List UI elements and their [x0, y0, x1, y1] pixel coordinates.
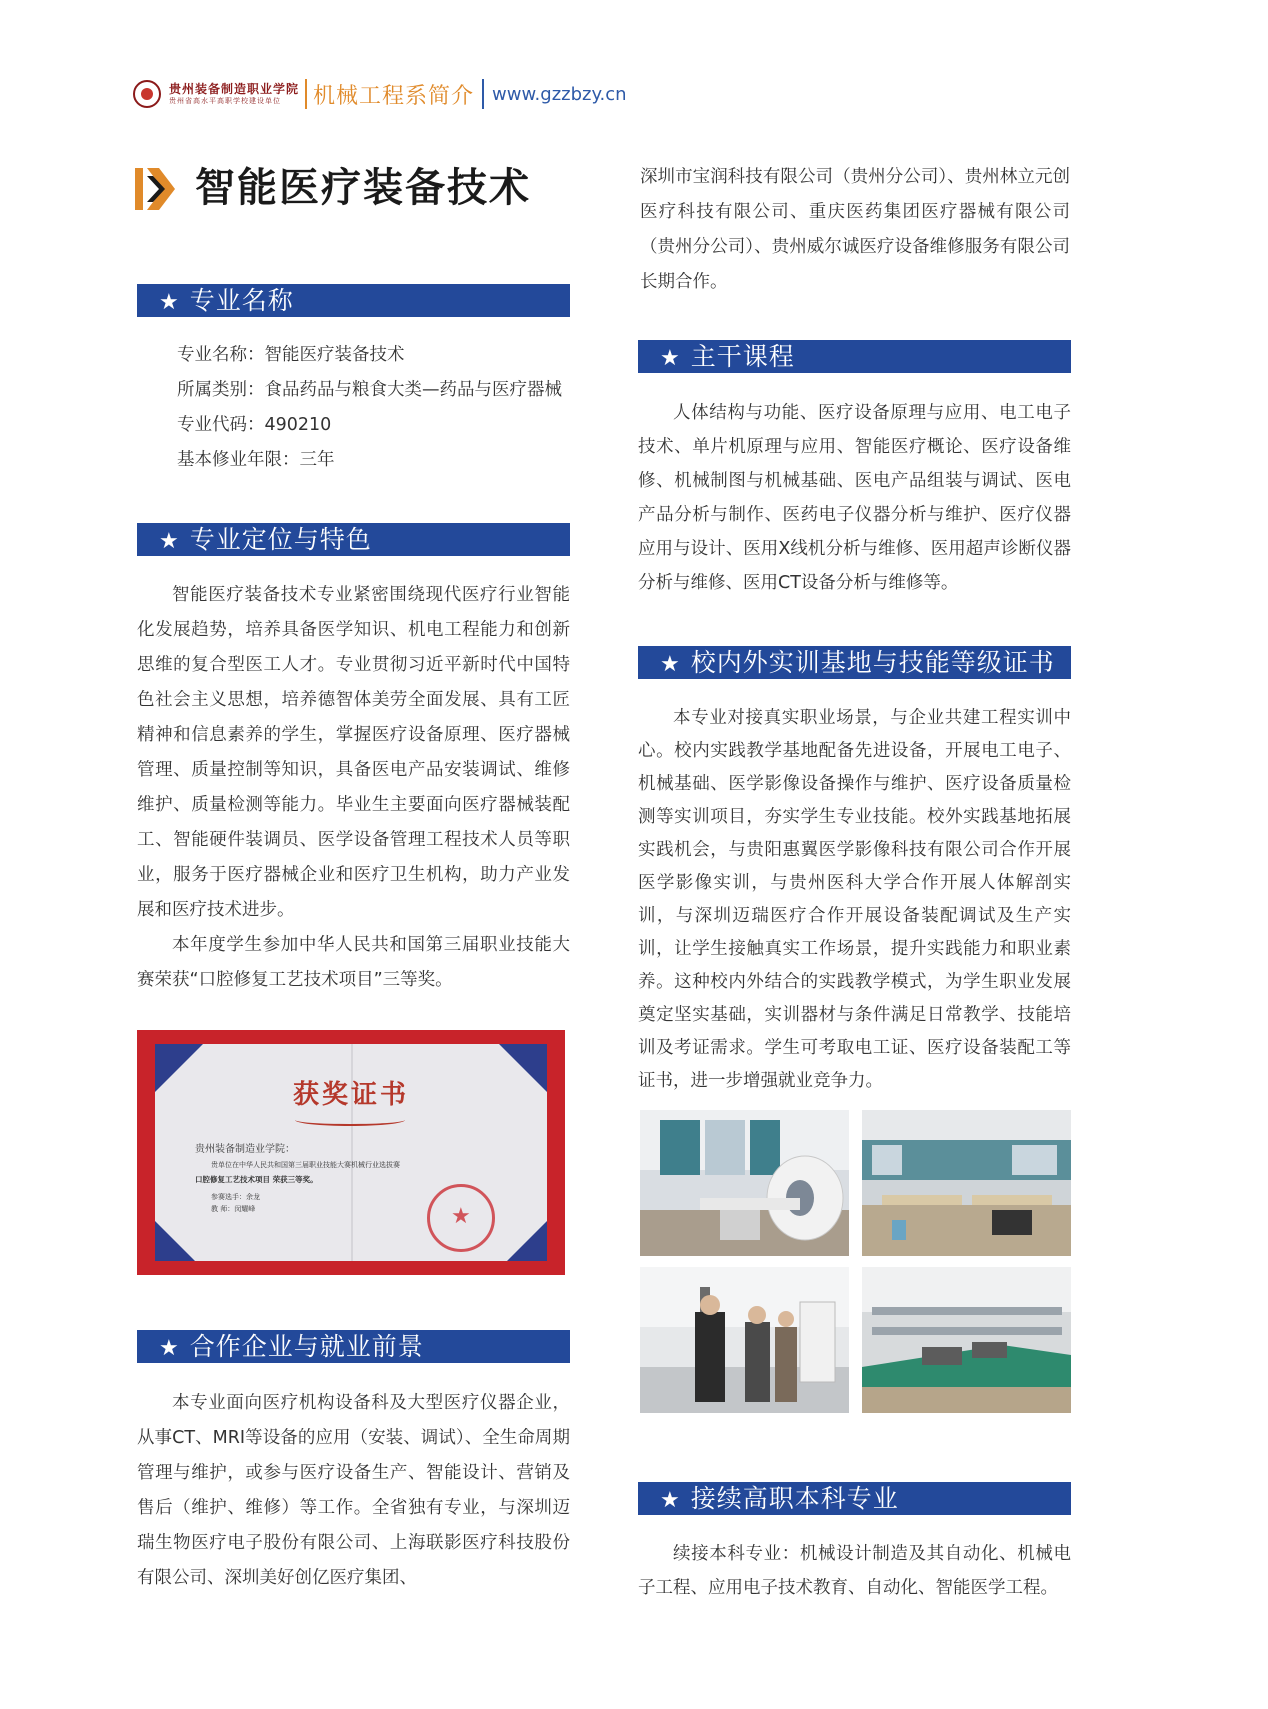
teaching-demonstration-photo: [640, 1267, 849, 1413]
certificate-body: 贵单位在中华人民共和国第三届职业技能大赛机械行业选拔赛: [211, 1161, 400, 1169]
school-name-block: [169, 82, 299, 106]
header-divider: [305, 79, 307, 109]
star-icon: ★: [159, 1336, 180, 1361]
paragraph: 本专业面向医疗机构设备科及大型医疗仪器企业，从事CT、MRI等设备的应用（安装、调试）、全生命周期管理与维护，或参与医疗设备生产、智能设计、营销及售后（维护、维修）等工作。全省独有专业，与深圳迈瑞生物医疗电子股份有限公司、上海联影医疗科技股份有限公司、深圳美好创亿医疗集团、: [137, 1393, 570, 1588]
major-info-list: [177, 338, 562, 478]
list-item: 专业代码：490210: [177, 415, 332, 435]
upgrade-text: [638, 1537, 1071, 1605]
section-heading-major-name: [137, 284, 570, 317]
certificate-title: 获奖证书: [292, 1080, 409, 1110]
positioning-text: [137, 578, 570, 998]
school-subtitle: 贵州省高水平高职学校建设单位: [169, 97, 281, 105]
section-heading-positioning: [137, 523, 570, 556]
section-heading-label: 专业名称: [189, 286, 294, 315]
paragraph: 人体结构与功能、医疗设备原理与应用、电工电子技术、单片机原理与应用、智能医疗概论、医疗设备维修、机械制图与机械基础、医电产品组装与调试、医电产品分析与制作、医药电子仪器分析与维护、医疗仪器应用与设计、医用X线机分析与维修、医用超声诊断仪器分析与维修、医用CT设备分析与维修等。: [638, 403, 1071, 593]
cooperation-text: [137, 1386, 570, 1596]
department-title: 机械工程系简介: [313, 83, 475, 109]
page-title: 智能医疗装备技术: [195, 165, 531, 211]
paragraph: 本年度学生参加中华人民共和国第三届职业技能大赛荣获“口腔修复工艺技术项目”三等奖。: [137, 935, 570, 990]
school-logo-icon: [133, 80, 161, 108]
certificate-recipient: 贵州装备制造业学院：: [195, 1144, 295, 1155]
training-room-photo: [862, 1110, 1071, 1256]
section-heading-cooperation: [137, 1330, 570, 1363]
ct-scanner-lab-photo: [640, 1110, 849, 1256]
section-heading-upgrade: [638, 1482, 1071, 1515]
courses-text: [638, 396, 1071, 600]
ornament-icon: [295, 1114, 405, 1126]
paragraph: 深圳市宝润科技有限公司（贵州分公司）、贵州林立元创医疗科技有限公司、重庆医药集团医疗器械有限公司（贵州分公司）、贵州威尔诚医疗设备维修服务有限公司长期合作。: [640, 167, 1070, 292]
certificate-teacher: 教 师：闵耀峰: [211, 1205, 256, 1213]
title-arrow-icon: [135, 168, 175, 210]
training-text: [638, 702, 1071, 1098]
electronics-workbench-photo: [862, 1267, 1071, 1413]
website-link[interactable]: www.gzzbzy.cn: [492, 83, 627, 105]
star-icon: ★: [660, 1488, 681, 1513]
list-item: 基本修业年限：三年: [177, 450, 335, 470]
paragraph: 续接本科专业：机械设计制造及其自动化、机械电子工程、应用电子技术教育、自动化、智能医学工程。: [638, 1544, 1071, 1598]
section-heading-label: 校内外实训基地与技能等级证书: [690, 648, 1055, 677]
list-item: 所属类别：食品药品与粮食大类—药品与医疗器械: [177, 380, 562, 400]
paragraph: 智能医疗装备技术专业紧密围绕现代医疗行业智能化发展趋势，培养具备医学知识、机电工程能力和创新思维的复合型医工人才。专业贯彻习近平新时代中国特色社会主义思想，培养德智体美劳全面发展、具有工匠精神和信息素养的学生，掌握医疗设备原理、医疗器械管理、质量控制等知识，具备医电产品安装调试、维修维护、质量检测等能力。毕业生主要面向医疗器械装配工、智能硬件装调员、医学设备管理工程技术人员等职业，服务于医疗器械企业和医疗卫生机构，助力产业发展和医疗技术进步。: [137, 585, 570, 920]
header-divider: [482, 79, 484, 109]
list-item: 专业名称：智能医疗装备技术: [177, 345, 405, 365]
star-icon: ★: [660, 652, 681, 677]
certificate-body: 口腔修复工艺技术项目 荣获三等奖。: [195, 1175, 318, 1184]
official-seal-icon: [427, 1184, 495, 1252]
section-heading-label: 合作企业与就业前景: [189, 1332, 424, 1361]
page-header: [133, 74, 627, 114]
star-icon: ★: [660, 346, 681, 371]
school-name: 贵州装备制造职业学院: [169, 82, 300, 96]
section-heading-courses: [638, 340, 1071, 373]
section-heading-training: [638, 646, 1071, 679]
section-heading-label: 主干课程: [690, 342, 795, 371]
cooperation-continuation-text: [640, 160, 1070, 300]
section-heading-label: 接续高职本科专业: [690, 1484, 899, 1513]
award-certificate-image: [137, 1030, 565, 1275]
certificate-contestant: 参赛选手：余龙: [211, 1193, 260, 1201]
paragraph: 本专业对接真实职业场景，与企业共建工程实训中心。校内实践教学基地配备先进设备，开展电工电子、机械基础、医学影像设备操作与维护、医疗设备质量检测等实训项目，夯实学生专业技能。校外实践基地拓展实践机会，与贵阳惠翼医学影像科技有限公司合作开展医学影像实训，与贵州医科大学合作开展人体解剖实训，与深圳迈瑞医疗合作开展设备装配调试及生产实训，让学生接触真实工作场景，提升实践能力和职业素养。这种校内外结合的实践教学模式，为学生职业发展奠定坚实基础，实训器材与条件满足日常教学、技能培训及考证需求。学生可考取电工证、医疗设备装配工等证书，进一步增强就业竞争力。: [638, 708, 1071, 1091]
star-icon: ★: [159, 529, 180, 554]
star-icon: ★: [159, 290, 180, 315]
section-heading-label: 专业定位与特色: [189, 525, 372, 554]
